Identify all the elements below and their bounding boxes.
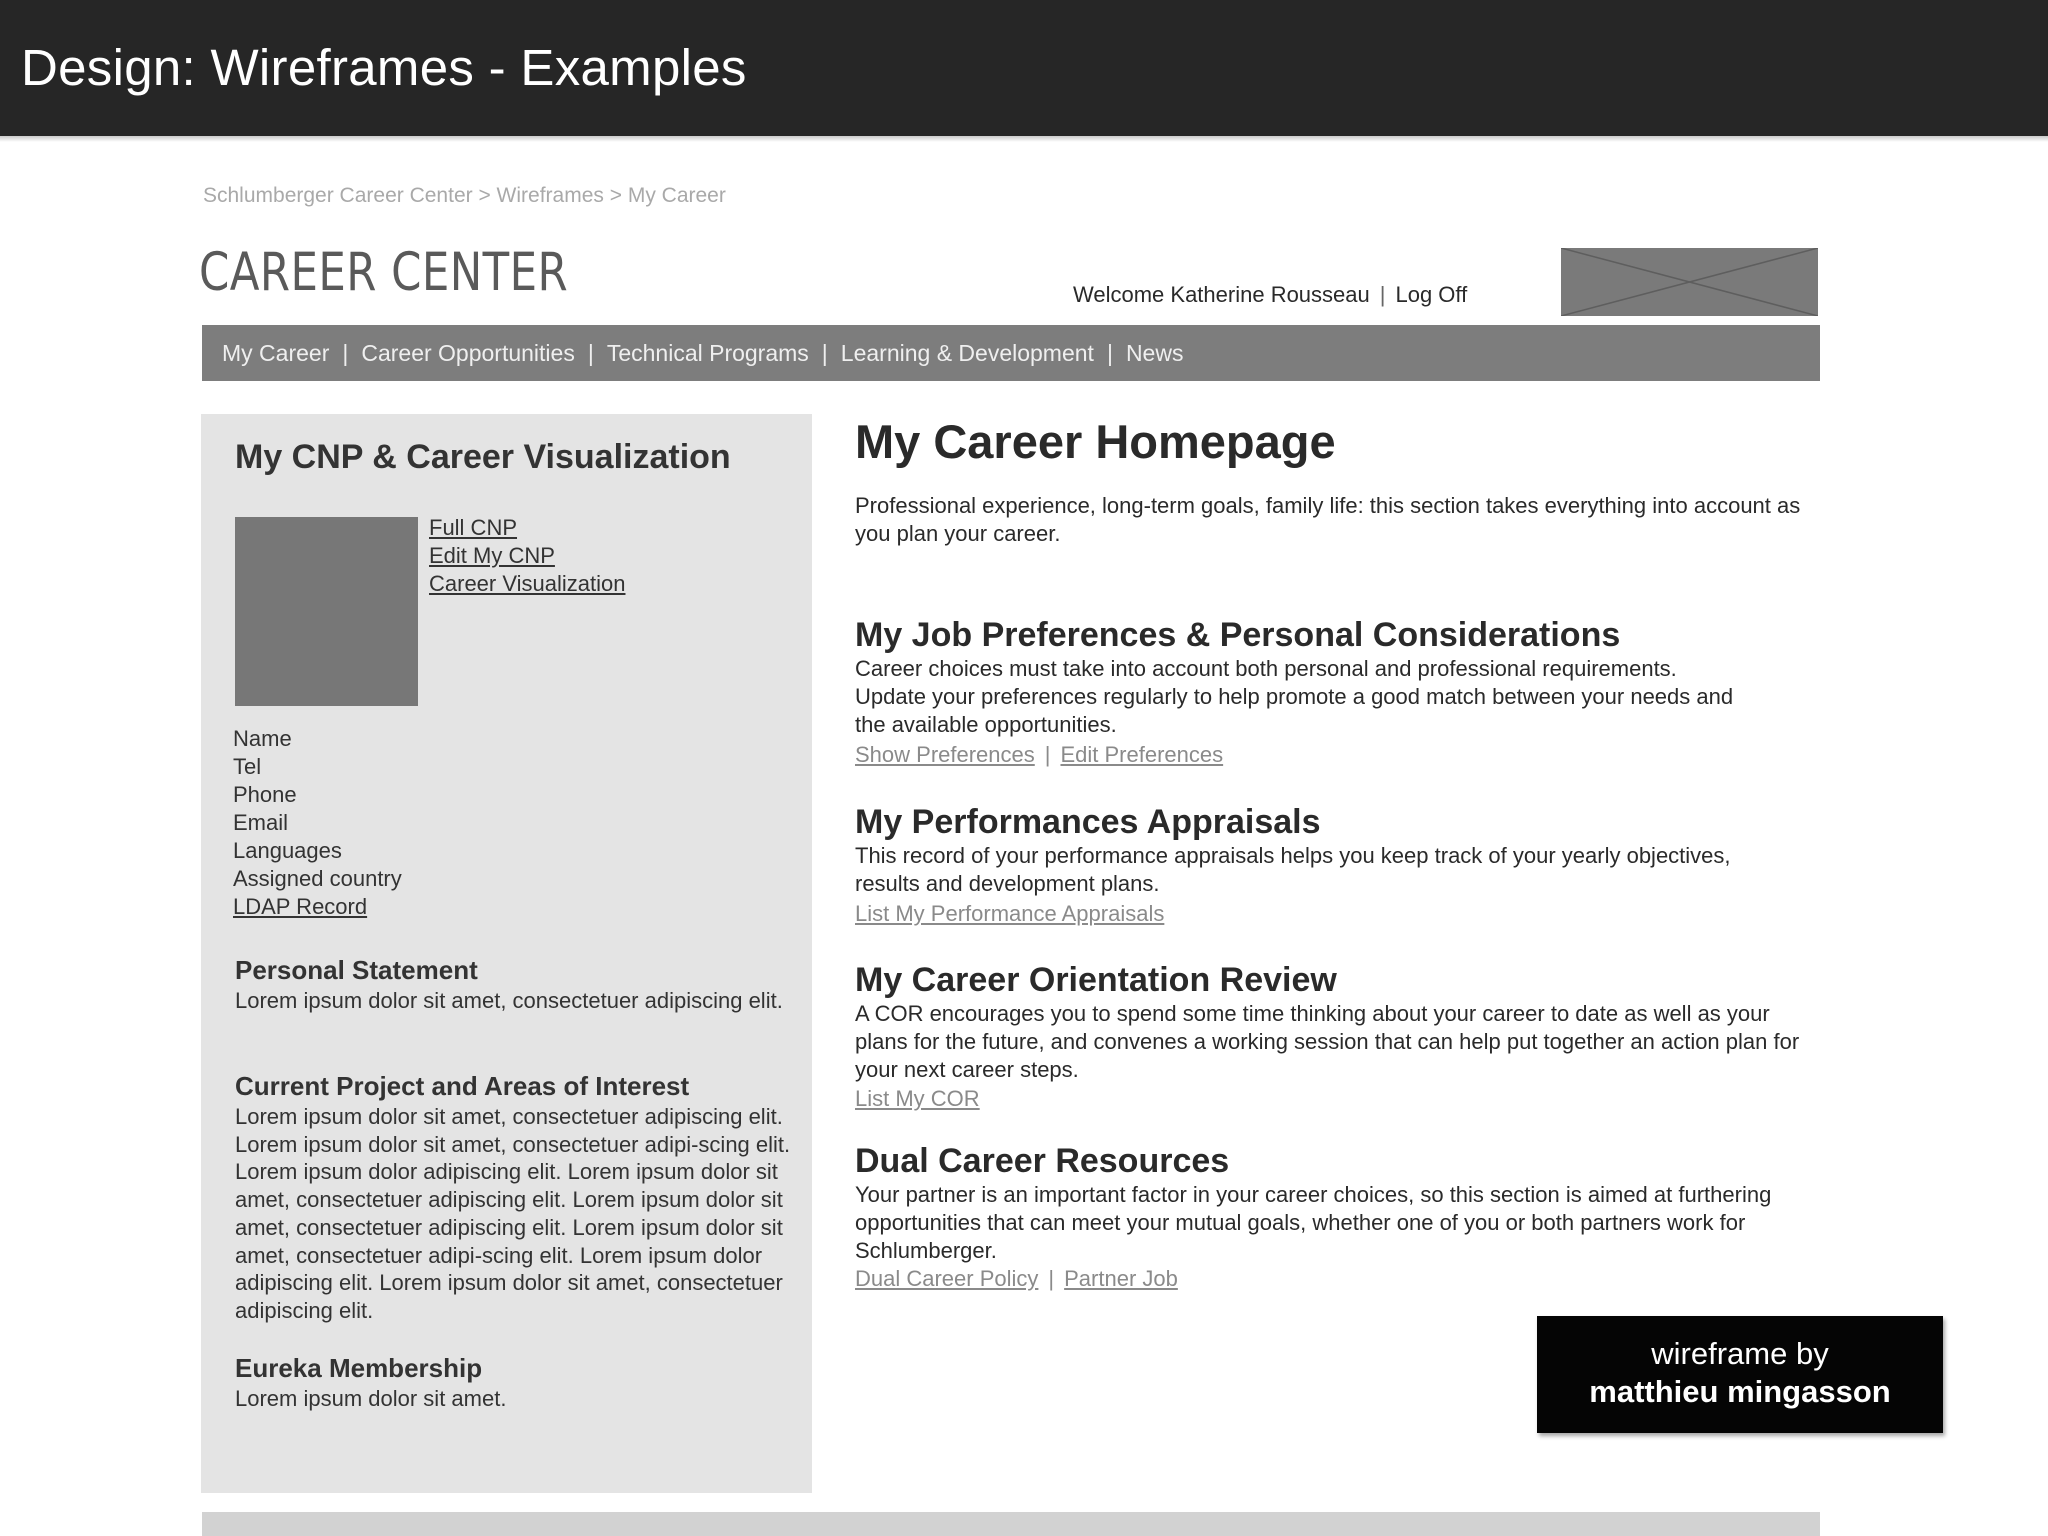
career-center-logo[interactable]: CAREER CENTER <box>199 242 569 303</box>
nav-item-learning-development[interactable]: Learning & Development <box>840 339 1094 366</box>
performance-appraisals-title: My Performances Appraisals <box>855 803 1321 841</box>
nav-separator: | <box>1106 339 1113 366</box>
edit-preferences-link[interactable]: Edit Preferences <box>1060 742 1224 767</box>
placeholder-cross-icon <box>1561 248 1818 316</box>
performance-appraisals-text: This record of your performance appraisals helps you keep track of your yearly objectives, results and development plans. <box>855 843 1731 896</box>
nav-item-news[interactable]: News <box>1125 339 1184 366</box>
eureka-membership-title: Eureka Membership <box>235 1353 483 1383</box>
personal-statement-text: Lorem ipsum dolor sit amet, consectetuer adipiscing elit. <box>235 988 783 1013</box>
list-performance-appraisals-link[interactable]: List My Performance Appraisals <box>855 901 1165 926</box>
full-cnp-link[interactable]: Full CNP <box>429 515 518 540</box>
career-visualization-link[interactable]: Career Visualization <box>429 571 626 596</box>
nav-item-my-career[interactable]: My Career <box>222 339 330 366</box>
separator: | <box>1048 1266 1055 1291</box>
show-preferences-link[interactable]: Show Preferences <box>855 742 1035 767</box>
footer-bar <box>202 1512 1820 1536</box>
welcome-text: Welcome Katherine Rousseau <box>1073 282 1370 307</box>
dual-career-policy-link[interactable]: Dual Career Policy <box>855 1266 1039 1291</box>
nav-separator: | <box>342 339 349 366</box>
career-orientation-review-text: A COR encourages you to spend some time thinking about your career to date as well as your plans for the future, and convenes a working session that can help put together an action plan for your next career steps. <box>855 1001 1800 1082</box>
performance-appraisals-links <box>855 900 1164 928</box>
separator: | <box>1044 742 1051 767</box>
field-phone: Phone <box>233 782 297 807</box>
dual-career-resources-text: Your partner is an important factor in your career choices, so this section is aimed at furthering opportunities that can meet your mutual goals, whether one of you or both partners work for Schlumberger. <box>855 1182 1772 1263</box>
current-project-text: Lorem ipsum dolor sit amet, consectetuer adipiscing elit. Lorem ipsum dolor sit amet, consectetuer adipi-scing elit. Lorem ipsum dolor adipiscing elit. Lorem ipsum dolor sit amet, consectetuer adipiscing elit. Lorem ipsum dolor sit amet, consectetuer adipiscing elit. Lorem ipsum dolor sit amet, consectetuer adipi-scing elit. Lorem ipsum dolor adipiscing elit. Lorem ipsum dolor sit amet, consectetuer adipiscing elit. <box>235 1104 791 1323</box>
field-email: Email <box>233 810 289 835</box>
credit-box <box>1537 1316 1943 1433</box>
edit-cnp-link[interactable]: Edit My CNP <box>429 543 555 568</box>
field-languages: Languages <box>233 838 342 863</box>
profile-photo-placeholder <box>235 517 418 706</box>
job-preferences-links <box>855 741 1223 769</box>
nav-item-career-opportunities[interactable]: Career Opportunities <box>361 339 575 366</box>
field-name: Name <box>233 726 292 751</box>
nav-separator: | <box>587 339 594 366</box>
log-off-link[interactable]: Log Off <box>1395 282 1468 307</box>
field-tel: Tel <box>233 754 262 779</box>
field-assigned-country: Assigned country <box>233 866 402 891</box>
career-orientation-review-title: My Career Orientation Review <box>855 961 1337 999</box>
job-preferences-title: My Job Preferences & Personal Considerations <box>855 616 1621 654</box>
profile-fields <box>233 725 402 921</box>
sidebar-title: My CNP & Career Visualization <box>235 438 731 476</box>
credit-author: matthieu mingasson <box>1589 1374 1891 1409</box>
page-intro: Professional experience, long-term goals, family life: this section takes everything into account as you plan your career. <box>855 493 1801 546</box>
main-nav <box>202 325 1820 381</box>
ldap-record-link[interactable]: LDAP Record <box>233 894 368 919</box>
page-title: My Career Homepage <box>855 415 1336 468</box>
job-preferences-text: Career choices must take into account both personal and professional requirements. Update your preferences regularly to help promote a good match between your needs and the available opportunities. <box>855 656 1734 737</box>
nav-separator: | <box>821 339 828 366</box>
personal-statement-title: Personal Statement <box>235 955 478 985</box>
cnp-links <box>429 514 625 598</box>
list-my-cor-link[interactable]: List My COR <box>855 1086 980 1111</box>
user-welcome-area <box>1073 282 1467 308</box>
partner-job-link[interactable]: Partner Job <box>1064 1266 1178 1291</box>
eureka-membership-text: Lorem ipsum dolor sit amet. <box>235 1386 507 1411</box>
credit-line-1: wireframe by <box>1651 1336 1829 1371</box>
image-placeholder <box>1561 248 1818 316</box>
career-orientation-review-links <box>855 1085 980 1113</box>
slide-header-shadow <box>0 136 2048 142</box>
separator: | <box>1379 282 1386 307</box>
dual-career-resources-links <box>855 1265 1178 1293</box>
nav-item-technical-programs[interactable]: Technical Programs <box>606 339 809 366</box>
dual-career-resources-title: Dual Career Resources <box>855 1142 1230 1180</box>
breadcrumb[interactable]: Schlumberger Career Center > Wireframes > My Career <box>203 184 726 207</box>
slide-title: Design: Wireframes - Examples <box>21 39 747 96</box>
current-project-title: Current Project and Areas of Interest <box>235 1071 690 1101</box>
